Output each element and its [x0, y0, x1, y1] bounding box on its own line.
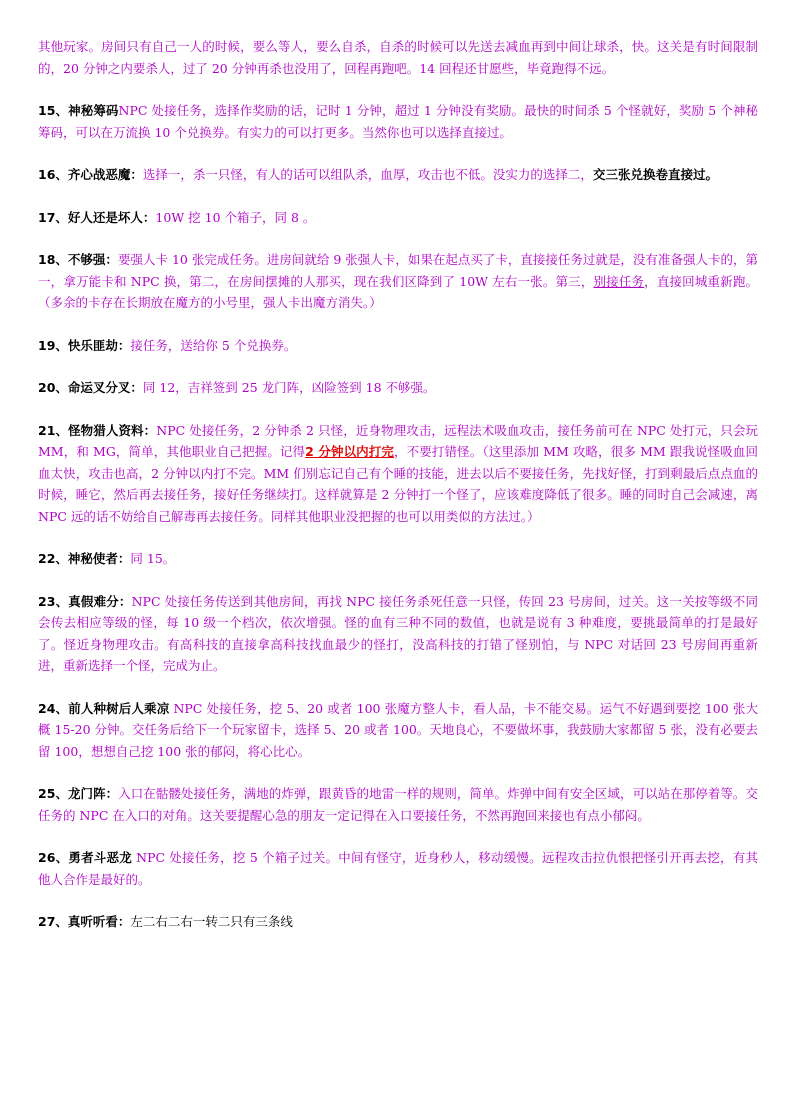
entry-title: 命运叉分叉：	[67, 380, 143, 395]
document-page	[38, 36, 758, 954]
entry-22	[38, 548, 758, 570]
entry-title: 前人种树后人乘凉	[68, 700, 170, 716]
entry-body: NPC 处接任务，挖 5、20 或者 100 张魔方整人卡，看人品，卡不能交易。运气不好遇到要挖 100 张大概 15-20 分钟。交任务后给下一个玩家留卡，选择 5、20 或者 100。天地良心，不要做坏事，我鼓励大家都留 5 张，没有必要去留 100，想想自己挖 100 张的郁闷，将心比心。	[38, 700, 758, 759]
entry-title: 真假难分：	[68, 593, 132, 609]
entry-title: 好人还是坏人：	[67, 209, 156, 225]
entry-number: 24、	[38, 700, 69, 716]
entry-body-underlined: 别接任务	[593, 273, 645, 289]
entry-number: 26、	[38, 850, 69, 865]
entry-title: 神秘使者：	[67, 551, 131, 566]
entry-title: 龙门阵：	[68, 786, 119, 801]
entry-body: NPC 处接任务，选择作奖励的话，记时 1 分钟，超过 1 分钟没有奖励。最快的时间杀 5 个怪就好，奖励 5 个神秘筹码，可以在万流换 10 个兑换券。有实力的可以打更多。当然你也可以选择直接过。	[38, 103, 758, 140]
entry-title: 怪物猎人资料：	[68, 422, 157, 438]
entry-title: 快乐匪劫：	[67, 337, 131, 353]
entry-21	[38, 420, 758, 528]
entry-24	[38, 698, 758, 763]
entry-body: 同 15。	[130, 551, 176, 566]
entry-number: 23、	[38, 593, 69, 609]
entry-body: 左二右二右一转二只有三条线	[130, 914, 293, 929]
entry-title: 神秘筹码	[68, 103, 119, 118]
entry-title: 真听听看：	[67, 914, 131, 929]
entry-number: 25、	[38, 786, 68, 801]
entry-25	[38, 783, 758, 826]
entry-18	[38, 249, 758, 314]
entry-body: 要强人卡 10 张完成任务。进房间就给 9 张强人卡，如果在起点买了卡，直接接任务过就是，没有准备强人卡的，第一，拿万能卡和 NPC 换，第二，在房间摆摊的人那买，现在我们区降到了 10W 左右一张。第三，	[38, 252, 758, 289]
entry-title: 不够强：	[67, 252, 118, 267]
entry-number: 19、	[38, 337, 68, 353]
entry-16	[38, 164, 758, 186]
entry-15	[38, 100, 758, 143]
entry-body: 同 12，吉祥签到 25 龙门阵，凶险签到 18 不够强。	[142, 380, 436, 395]
entry-body: NPC 处接任务，挖 5 个箱子过关。中间有怪守，近身秒人，移动缓慢。远程攻击拉仇恨把怪引开再去挖，有其他人合作是最好的。	[38, 850, 758, 887]
entry-23	[38, 591, 758, 677]
entry-body: 10W 挖 10 个箱子，同 8 。	[155, 209, 316, 225]
entry-title: 勇者斗恶龙	[68, 850, 132, 865]
entry-number: 18、	[38, 252, 68, 267]
entry-number: 21、	[38, 422, 69, 438]
entry-20	[38, 377, 758, 399]
entry-number: 20、	[38, 380, 68, 395]
entry-26	[38, 847, 758, 890]
entry-number: 22、	[38, 551, 68, 566]
entry-number: 17、	[38, 209, 68, 225]
entry-title: 齐心战恶魔：	[67, 167, 143, 182]
entry-body-rest: ，不要打错怪。（这里添加 MM 攻略，很多 MM 跟我说怪吸血回血太快，攻击也高，2 分钟以内打不完。MM 们别忘记自己有个睡的技能，进去以后不要接任务，先找好怪，打到剩最后点点血的时候，睡它，然后再去接任务，接好任务继续打。这样就算是 2 分钟打一个怪了，应该难度降低了很多。睡的同时自己会减速，离 NPC 远的话不妨给自己解毒再去接任务。同样其他职业没把握的也可以用类似的方法过。）	[38, 444, 758, 524]
entry-body-rest: ，直接回城重新跑。（多余的卡存在长期放在魔方的小号里，强人卡出魔方消失。）	[38, 273, 758, 310]
entry-body: 接任务，送给你 5 个兑换券。	[130, 337, 297, 353]
entry-19	[38, 335, 758, 357]
entry-27	[38, 911, 758, 933]
entry-body: 选择一，杀一只怪，有人的话可以组队杀，血厚，攻击也不低。没实力的选择二，	[142, 167, 593, 182]
entry-body: NPC 处接任务传送到其他房间，再找 NPC 接任务杀死任意一只怪，传回 23 号房间，过关。这一关按等级不同会传去相应等级的怪，每 10 级一个档次，依次增强。怪的血有三种不同的数值，也就是说有 3 种难度，要挑最简单的打是最好了。怪近身物理攻击。有高科技的直接拿高科技找血最少的怪打，没高科技的打错了怪别怕，与 NPC 对话回 23 号房间再重新进，重新选择一个怪，完成为止。	[38, 593, 758, 673]
entry-body: 入口在骷髅处接任务，满地的炸弹，跟黄昏的地雷一样的规则，简单。炸弹中间有安全区域，可以站在那停着等。交任务的 NPC 在入口的对角。这关要提醒心急的朋友一定记得在入口要接任务，不然再跑回来接也有点小郁闷。	[38, 786, 758, 823]
entry-number: 15、	[38, 103, 69, 118]
entry-body-bold: 交三张兑换卷直接过。	[592, 167, 718, 182]
entry-17	[38, 207, 758, 229]
continuation-paragraph: 其他玩家。房间只有自己一人的时候，要么等人，要么自杀，自杀的时候可以先送去减血再到中间让球杀，快。这关是有时间限制的，20 分钟之内要杀人，过了 20 分钟再杀也没用了，回程再跑吧。14 回程还甘愿些，毕竟跑得不远。	[38, 39, 758, 76]
entry-number: 16、	[38, 167, 68, 182]
entry-number: 27、	[38, 914, 68, 929]
entry-body: NPC 处接任务，2 分钟杀 2 只怪，近身物理攻击，远程法术吸血攻击，接任务前可在 NPC 处打元，只会玩 MM，和 MG，简单，其他职业自己把握。记得	[38, 422, 758, 459]
entry-body-red-emphasis: 2 分钟以内打完	[305, 444, 395, 459]
